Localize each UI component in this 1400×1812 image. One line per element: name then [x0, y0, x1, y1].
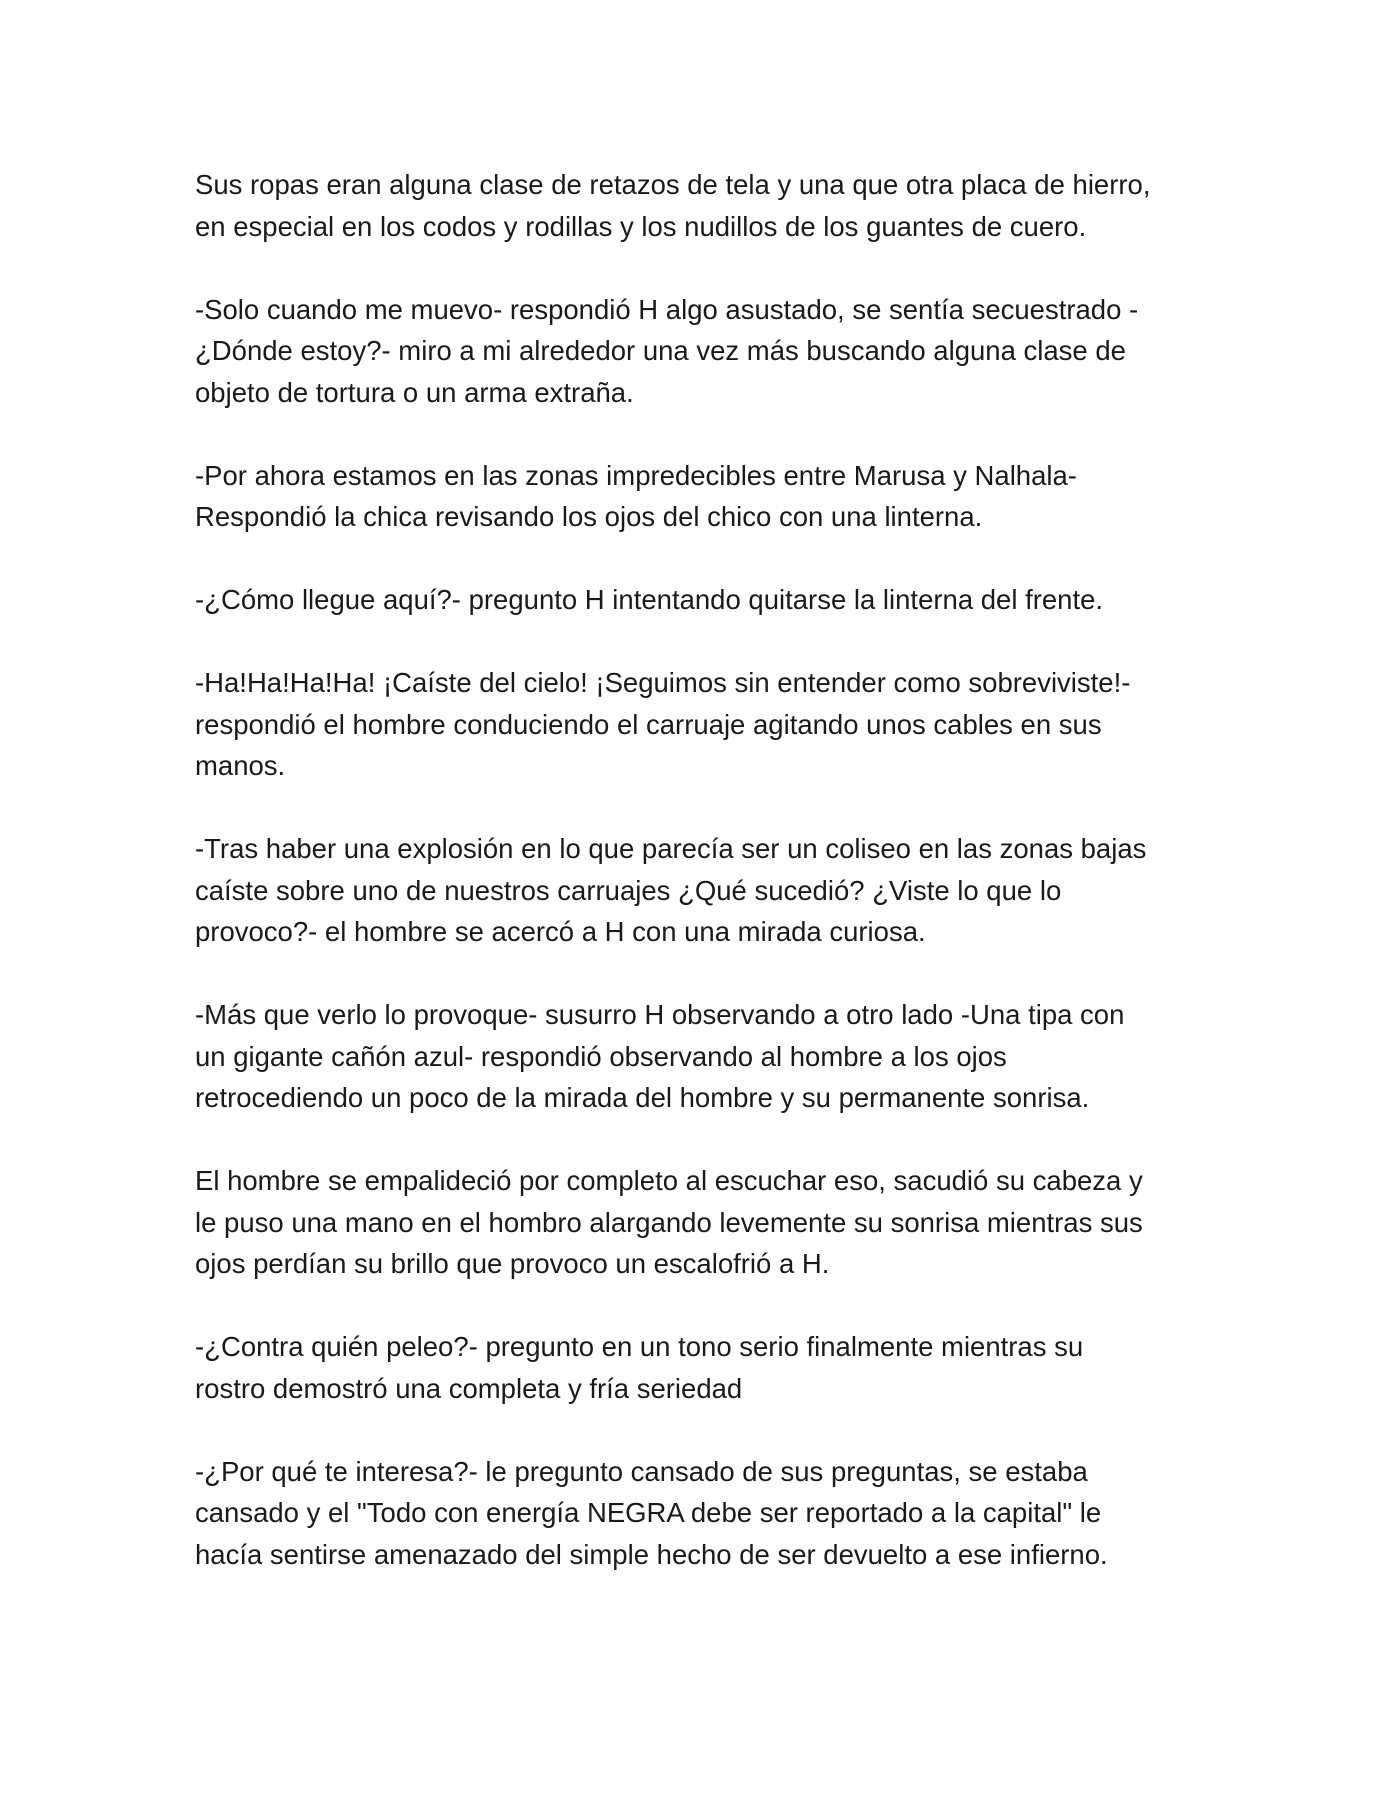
text-line: -Solo cuando me muevo- respondió H algo asustado, se sentía secuestrado - [195, 293, 1139, 325]
text-line: Sus ropas eran alguna clase de retazos de tela y una que otra placa de hierro, [195, 169, 1151, 200]
paragraph [195, 994, 1210, 1119]
text-line: -Ha!Ha!Ha!Ha! ¡Caíste del cielo! ¡Seguimos sin entender como sobreviviste!- [195, 667, 1131, 698]
text-line: ojos perdían su brillo que provoco un escalofrió a H. [195, 1248, 830, 1279]
paragraph [195, 1451, 1210, 1576]
text-line: provoco?- el hombre se acercó a H con una mirada curiosa. [195, 916, 926, 947]
text-line: Respondió la chica revisando los ojos del chico con una linterna. [195, 501, 983, 532]
text-line: caíste sobre uno de nuestros carruajes ¿Qué sucedió? ¿Viste lo que lo [195, 874, 1062, 906]
text-line: -Más que verlo lo provoque- susurro H observando a otro lado -Una tipa con [195, 999, 1125, 1030]
paragraph [195, 1326, 1210, 1409]
paragraph [195, 164, 1210, 247]
text-line: -¿Contra quién peleo?- pregunto en un tono serio finalmente mientras su [195, 1331, 1084, 1362]
text-line: -Por ahora estamos en las zonas impredecibles entre Marusa y Nalhala- [195, 459, 1077, 491]
text-line: le puso una mano en el hombro alargando levemente su sonrisa mientras sus [195, 1206, 1143, 1238]
paragraph [195, 828, 1210, 953]
text-line: -Tras haber una explosión en lo que parecía ser un coliseo en las zonas bajas [195, 833, 1147, 864]
text-line: hacía sentirse amenazado del simple hecho de ser devuelto a ese infierno. [195, 1538, 1108, 1570]
text-line: respondió el hombre conduciendo el carruaje agitando unos cables en sus [195, 708, 1102, 740]
text-line: -¿Cómo llegue aquí?- pregunto H intentando quitarse la linterna del frente. [195, 584, 1104, 615]
paragraph [195, 579, 1210, 621]
document-body [195, 164, 1210, 1617]
text-line: ¿Dónde estoy?- miro a mi alrededor una vez más buscando alguna clase de [195, 335, 1126, 366]
paragraph [195, 1160, 1210, 1285]
text-line: un gigante cañón azul- respondió observando al hombre a los ojos [195, 1040, 1007, 1072]
text-line: -¿Por qué te interesa?- le pregunto cansado de sus preguntas, se estaba [195, 1455, 1088, 1487]
text-line: El hombre se empalideció por completo al escuchar eso, sacudió su cabeza y [195, 1165, 1143, 1196]
text-line: en especial en los codos y rodillas y los nudillos de los guantes de cuero. [195, 210, 1087, 242]
paragraph [195, 455, 1210, 538]
text-line: cansado y el "Todo con energía NEGRA debe ser reportado a la capital" le [195, 1497, 1102, 1528]
paragraph [195, 662, 1210, 787]
text-line: retrocediendo un poco de la mirada del hombre y su permanente sonrisa. [195, 1082, 1090, 1113]
paragraph [195, 289, 1210, 414]
text-line: objeto de tortura o un arma extraña. [195, 376, 634, 408]
text-line: manos. [195, 750, 286, 781]
text-line: rostro demostró una completa y fría seriedad [195, 1372, 743, 1404]
